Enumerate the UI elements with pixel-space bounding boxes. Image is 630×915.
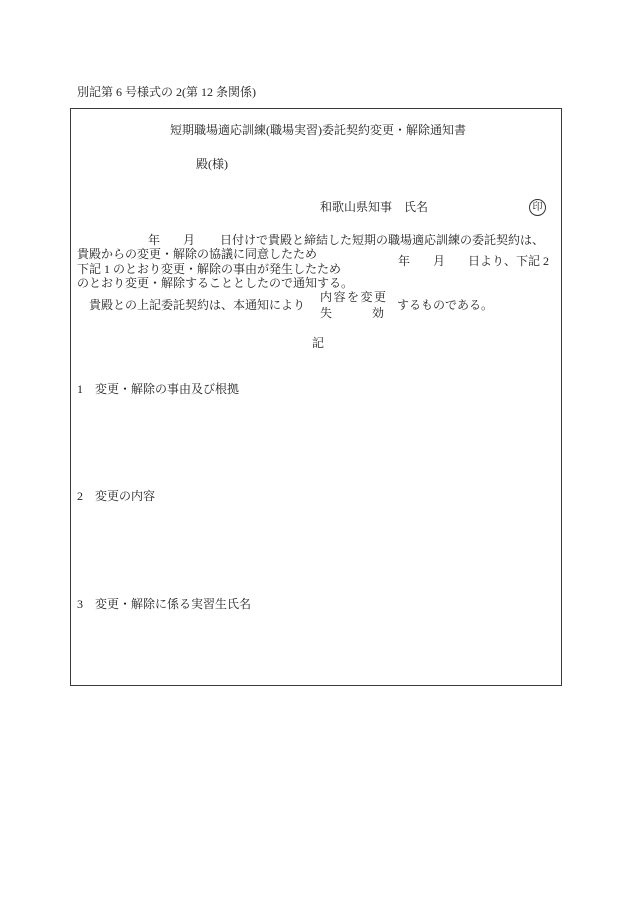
result-option-change: 内容を変更 (320, 290, 388, 304)
contract-date-text: 日付けで貴殿と締結した短期の職場適応訓練の委託契約は、 (220, 233, 545, 247)
reason-option-event: 下記 1 のとおり変更・解除の事由が発生したため (77, 262, 342, 276)
contract-date-month: 月 (183, 233, 196, 247)
result-option-expire-2: 効 (372, 306, 385, 320)
item-number: 1 (77, 382, 83, 396)
form-number: 別記第 6 号様式の 2(第 12 条関係) (77, 85, 256, 99)
contract-prefix: 貴殿との上記委託契約は、本通知により (89, 298, 306, 312)
item-label-change-content: 変更の内容 (95, 489, 156, 503)
effective-date-text: 日より、下記 2 (468, 254, 550, 268)
contract-date-year: 年 (148, 233, 161, 247)
seal-icon: 印 (529, 199, 546, 216)
item-number: 3 (77, 597, 83, 611)
item-label-reason: 変更・解除の事由及び根拠 (95, 382, 240, 396)
ki-heading: 記 (312, 336, 325, 350)
notice-frame (70, 108, 562, 686)
sender-name: 和歌山県知事 氏名 (320, 200, 429, 214)
notify-line: のとおり変更・解除することとしたので通知する。 (77, 276, 354, 290)
addressee-suffix: 殿(様) (196, 157, 228, 171)
reason-option-agreed: 貴殿からの変更・解除の協議に同意したため (77, 247, 318, 261)
contract-suffix: するものである。 (397, 298, 494, 312)
effective-date-month: 月 (433, 254, 446, 268)
effective-date-year: 年 (398, 254, 411, 268)
item-label-trainee-name: 変更・解除に係る実習生氏名 (95, 597, 252, 611)
item-number: 2 (77, 489, 83, 503)
result-option-expire-1: 失 (320, 306, 333, 320)
notice-title: 短期職場適応訓練(職場実習)委託契約変更・解除通知書 (170, 123, 466, 137)
